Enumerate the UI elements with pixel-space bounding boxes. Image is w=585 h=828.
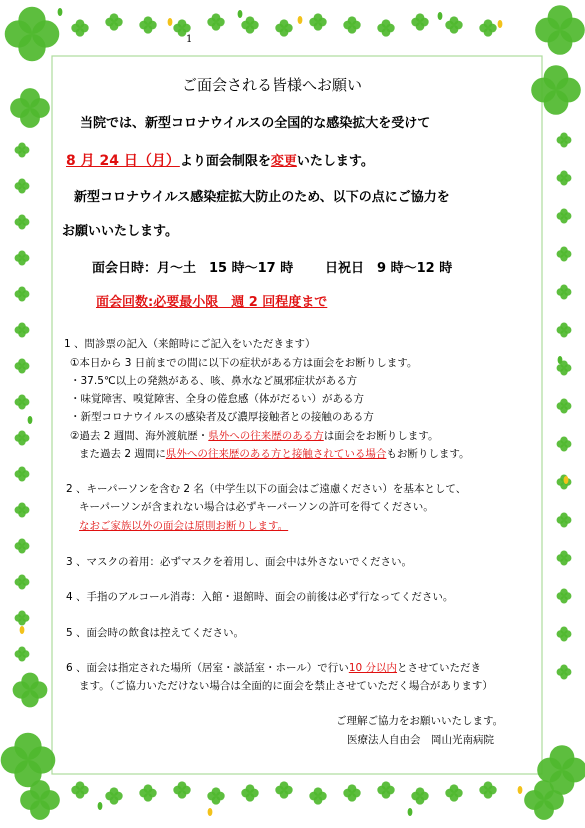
clover-leaf bbox=[15, 434, 22, 441]
intro-line-1: 当院では、新型コロナウイルスの全国的な感染拡大を受けて bbox=[80, 116, 431, 131]
visiting-hours-weekday: 面会日時：月～土 15 時～17 時 bbox=[92, 261, 294, 276]
clover-leaf bbox=[531, 78, 556, 103]
clover-leaf bbox=[71, 24, 80, 33]
clover-leaf bbox=[275, 786, 284, 795]
clover-leaf bbox=[15, 182, 22, 189]
clover-leaf bbox=[537, 758, 562, 783]
border-dot bbox=[168, 18, 173, 26]
item-1-d bbox=[79, 446, 470, 461]
item-1-c-post: は面会をお断りします。 bbox=[323, 430, 439, 442]
intro-line-2-end: いたします。 bbox=[296, 154, 374, 169]
border-dot bbox=[498, 20, 503, 28]
clover-leaf bbox=[343, 789, 352, 798]
clover-leaf bbox=[15, 326, 22, 333]
clover-leaf bbox=[557, 630, 564, 637]
page-number: 1 bbox=[186, 34, 193, 45]
border-dot bbox=[238, 10, 243, 18]
clover-leaf bbox=[1, 746, 28, 773]
visit-frequency: 面会回数:必要最小限 週 2 回程度まで bbox=[96, 295, 328, 310]
intro-line-2 bbox=[66, 150, 374, 170]
clover-leaf bbox=[557, 440, 564, 447]
clover-leaf bbox=[20, 790, 40, 810]
page-title: ご面会される皆様へお願い bbox=[182, 76, 363, 94]
item-2-line-2: キーパーソンが含まれない場合は必ずキーパーソンの許可を得てください。 bbox=[79, 501, 434, 513]
clover-leaf bbox=[309, 18, 318, 27]
clover-leaf bbox=[10, 98, 30, 118]
closing-text: ご理解ご協力をお願いいたします。 bbox=[336, 715, 504, 727]
clover-leaf bbox=[5, 20, 32, 47]
item-1-bullet-1: ・37.5℃以上の発熱がある、咳、鼻水など風邪症状がある方 bbox=[70, 375, 358, 387]
clover-leaf bbox=[411, 792, 420, 801]
item-1-title: 1 、問診票の記入（来館時にご記入をいただきます） bbox=[64, 338, 316, 350]
clover-leaf bbox=[15, 614, 22, 621]
change-date: 8 月 24 日（月） bbox=[66, 153, 180, 169]
item-1-d-post: もお断りします。 bbox=[386, 448, 470, 460]
border-dot bbox=[58, 8, 63, 16]
clover-leaf bbox=[377, 786, 386, 795]
clover-leaf bbox=[207, 792, 216, 801]
item-6-post: とさせていただき bbox=[397, 662, 482, 674]
hospital-signature: 医療法人自由会 岡山光南病院 bbox=[347, 734, 494, 746]
item-2-line-1: 2 、キーパーソンを含む 2 名（中学生以下の面会はご遠慮ください）を基本として、 bbox=[66, 483, 467, 495]
clover-leaf bbox=[309, 792, 318, 801]
clover-leaf bbox=[71, 786, 80, 795]
clover-leaf bbox=[15, 254, 22, 261]
clover-leaf bbox=[241, 21, 250, 30]
clover-leaf bbox=[343, 21, 352, 30]
clover-leaf bbox=[241, 789, 250, 798]
clover-leaf bbox=[139, 21, 148, 30]
intro-line-2-mid: より面会制限を bbox=[179, 154, 271, 169]
clover-leaf bbox=[15, 290, 22, 297]
border-dot bbox=[208, 808, 213, 816]
visiting-hours-holiday: 日祝日 9 時～12 時 bbox=[325, 261, 453, 276]
clover-leaf bbox=[445, 789, 454, 798]
item-3: 3 、マスクの着用：必ずマスクを着用し、面会中は外さないでください。 bbox=[66, 556, 413, 568]
clover-leaf bbox=[557, 326, 564, 333]
clover-leaf bbox=[557, 516, 564, 523]
border-dot bbox=[408, 808, 413, 816]
item-4: 4 、手指のアルコール消毒：入館・退館時、面会の前後は必ず行なってください。 bbox=[66, 591, 454, 603]
border-dot bbox=[20, 626, 25, 634]
clover-leaf bbox=[15, 218, 22, 225]
clover-leaf bbox=[445, 21, 454, 30]
change-word: 変更 bbox=[270, 154, 297, 169]
item-1-d-pre: また過去 2 週間に bbox=[79, 448, 166, 460]
clover-leaf bbox=[105, 18, 114, 27]
item-1-c bbox=[70, 428, 438, 443]
clover-leaf bbox=[15, 578, 22, 585]
clover-leaf bbox=[15, 542, 22, 549]
clover-leaf bbox=[173, 786, 182, 795]
item-1-c-red: 県外への往来歴のある方 bbox=[208, 430, 324, 442]
clover-leaf bbox=[557, 250, 564, 257]
clover-leaf bbox=[557, 554, 564, 561]
border-dot bbox=[98, 802, 103, 810]
item-6-pre: 6 、面会は指定された場所（居室・談話室・ホール）で行い bbox=[66, 662, 349, 674]
clover-leaf bbox=[105, 792, 114, 801]
clover-leaf bbox=[557, 668, 564, 675]
intro-line-3: 新型コロナウイルス感染症拡大防止のため、以下の点にご協力を bbox=[74, 190, 450, 205]
border-dot bbox=[438, 12, 443, 20]
item-6-red: 10 分以内 bbox=[348, 662, 398, 674]
clover-leaf bbox=[275, 24, 284, 33]
clover-leaf bbox=[479, 786, 488, 795]
clover-leaf bbox=[557, 402, 564, 409]
item-1-bullet-2: ・味覚障害、嗅覚障害、全身の倦怠感（体がだるい）がある方 bbox=[70, 393, 364, 405]
clover-leaf bbox=[557, 136, 564, 143]
border-dot bbox=[558, 356, 563, 364]
clover-leaf bbox=[377, 24, 386, 33]
intro-line-4: お願いいたします。 bbox=[62, 224, 178, 239]
clover-leaf bbox=[15, 398, 22, 405]
clover-leaf bbox=[535, 18, 560, 43]
border-dot bbox=[518, 786, 523, 794]
clover-leaf bbox=[557, 174, 564, 181]
clover-leaf bbox=[411, 18, 420, 27]
clover-leaf bbox=[557, 364, 564, 371]
clover-leaf bbox=[557, 478, 564, 485]
border-dot bbox=[564, 476, 569, 484]
clover-leaf bbox=[13, 681, 30, 698]
clover-leaf bbox=[15, 506, 22, 513]
item-5: 5 、面会時の飲食は控えてください。 bbox=[66, 627, 245, 639]
clover-leaf bbox=[15, 470, 22, 477]
clover-leaf bbox=[15, 362, 22, 369]
item-2-line-3: なおご家族以外の面会は原則お断りします。 bbox=[79, 520, 289, 532]
clover-leaf bbox=[207, 18, 216, 27]
clover-leaf bbox=[557, 212, 564, 219]
item-6-line-1 bbox=[66, 660, 481, 675]
item-1-a: ①本日から 3 日前までの間に以下の症状がある方は面会をお断りします。 bbox=[70, 357, 418, 369]
item-1-d-red: 県外への往来歴のある方と接触されている場合 bbox=[165, 448, 387, 460]
clover-leaf bbox=[524, 790, 544, 810]
item-1-c-pre: ②過去 2 週間、海外渡航歴・ bbox=[70, 430, 209, 442]
clover-leaf bbox=[479, 24, 488, 33]
clover-leaf bbox=[173, 24, 182, 33]
border-dot bbox=[28, 416, 33, 424]
clover-leaf bbox=[557, 592, 564, 599]
item-6-line-2: ます。（ご協力いただけない場合は全面的に面会を禁止させていただく場合があります） bbox=[79, 680, 493, 692]
clover-leaf bbox=[15, 146, 22, 153]
clover-leaf bbox=[15, 650, 22, 657]
item-1-bullet-3: ・新型コロナウイルスの感染者及び濃厚接触者との接触のある方 bbox=[70, 411, 374, 423]
clover-leaf bbox=[139, 789, 148, 798]
clover-leaf bbox=[557, 288, 564, 295]
border-dot bbox=[298, 16, 303, 24]
